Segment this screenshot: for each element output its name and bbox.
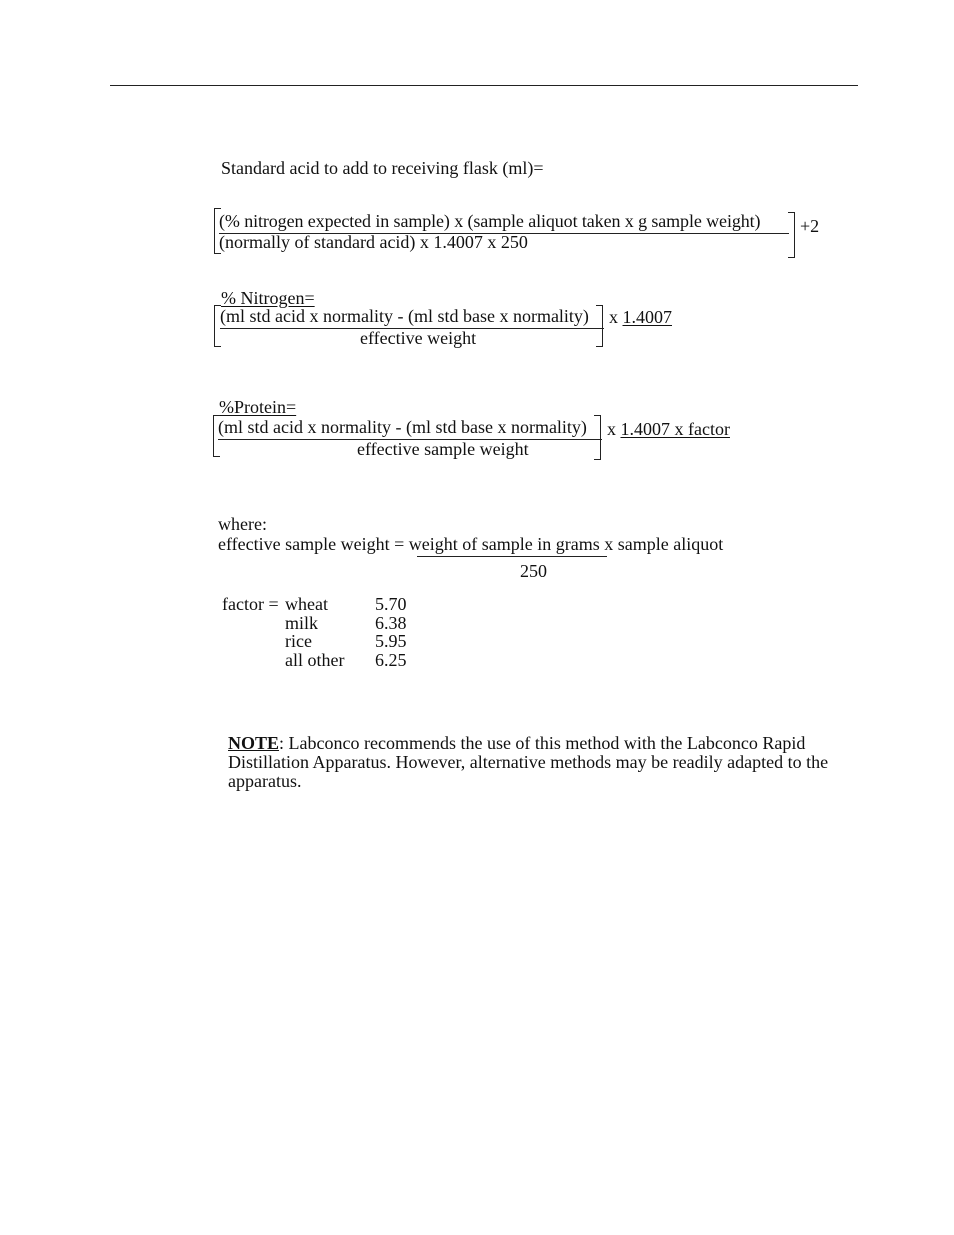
- where-definition: [218, 534, 723, 555]
- protein-right-bracket: [594, 415, 601, 460]
- table-row: [222, 614, 407, 633]
- nitrogen-denominator: effective weight: [360, 328, 477, 348]
- protein-denominator: effective sample weight: [357, 439, 529, 459]
- nitrogen-numerator: (ml std acid x normality - (ml std base x normality): [220, 306, 589, 326]
- factor-value: 6.25: [375, 649, 407, 670]
- acid-formula-title: Standard acid to add to receiving flask (ml)=: [221, 158, 544, 178]
- where-lhs: effective sample weight =: [218, 534, 405, 554]
- protein-formula-title: [219, 397, 296, 418]
- table-row: [222, 651, 407, 670]
- header-rule: [110, 85, 858, 86]
- factor-value: 5.95: [375, 631, 407, 651]
- nitrogen-multiplier: 1.4007: [622, 307, 672, 327]
- table-row: [222, 595, 407, 614]
- factor-table-body: [222, 595, 407, 669]
- factor-name: rice: [285, 631, 312, 651]
- nitrogen-title-text: % Nitrogen=: [221, 288, 315, 308]
- where-label: where:: [218, 514, 267, 534]
- where-fraction-bar: [417, 556, 607, 557]
- factor-table: [222, 595, 407, 669]
- table-row: [222, 632, 407, 651]
- where-numerator: weight of sample in grams: [408, 534, 600, 554]
- factor-value: 6.38: [375, 612, 407, 633]
- nitrogen-multiplier-row: [609, 307, 672, 328]
- acid-suffix: +2: [800, 216, 820, 236]
- where-rest: x sample aliquot: [604, 534, 724, 554]
- factor-value: 5.70: [375, 594, 407, 614]
- note-text: : Labconco recommends the use of this method with the Labconco Rapid Distillation Apparatus. However, alternative methods may be readily adapted to the apparatus.: [228, 733, 829, 791]
- factor-name: milk: [285, 612, 319, 633]
- factor-name: wheat: [285, 594, 328, 614]
- nitrogen-right-bracket: [596, 305, 603, 347]
- protein-multiplier-row: [607, 419, 730, 440]
- factor-prefix: factor =: [222, 594, 279, 614]
- acid-denominator: (normally of standard acid) x 1.4007 x 250: [219, 232, 528, 252]
- protein-multiplier: 1.4007 x factor: [620, 419, 730, 439]
- protein-title-text: %Protein=: [219, 397, 297, 417]
- nitrogen-multiplier-prefix: x: [609, 307, 618, 327]
- acid-numerator: (% nitrogen expected in sample) x (sample aliquot taken x g sample weight): [219, 211, 761, 231]
- note-label: NOTE: [228, 733, 280, 753]
- where-denominator: 250: [520, 561, 547, 581]
- protein-multiplier-prefix: x: [607, 419, 616, 439]
- acid-right-bracket: [788, 212, 795, 258]
- factor-name: all other: [285, 649, 345, 670]
- note-paragraph: [228, 734, 838, 791]
- protein-numerator: (ml std acid x normality - (ml std base x normality): [218, 417, 587, 437]
